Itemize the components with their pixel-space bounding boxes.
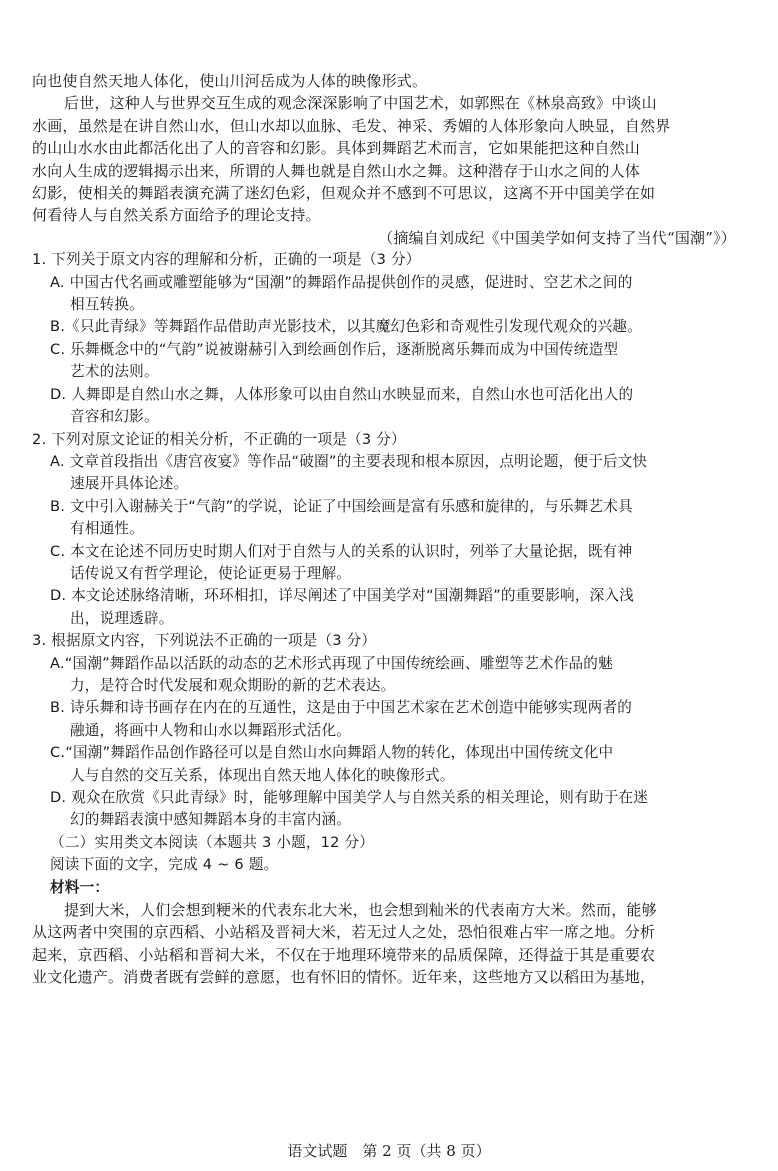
question-2-option-c: C. 本文在论述不同历史时期人们对于自然与人的关系的认识时，列举了大量论据，既有神 (50, 542, 633, 560)
question-2-option-d: D. 本文论述脉络清晰，环环相扣，详尽阐述了中国美学对“国潮舞蹈”的重要影响，深入浅 (50, 587, 635, 605)
question-3-option-b-cont: 融通，将画中人物和山水以舞蹈形式活化。 (70, 721, 352, 739)
question-2-option-b-cont: 有相通性。 (70, 520, 144, 538)
question-3-stem: 3. 根据原文内容，下列说法不正确的一项是（3 分） (32, 632, 377, 650)
question-1-option-a: A. 中国古代名画或雕塑能够为“国潮”的舞蹈作品提供创作的灵感，促进时、空艺术之间的 (50, 273, 633, 291)
question-2-option-a-cont: 速展开具体论述。 (70, 475, 189, 493)
question-1-option-d-cont: 音容和幻影。 (70, 408, 159, 426)
question-3-option-a-cont: 力，是符合时代发展和观众期盼的新的艺术表达。 (70, 676, 396, 694)
question-2-option-d-cont: 出，说理透辟。 (70, 609, 174, 627)
question-3-option-d: D. 观众在欣赏《只此青绿》时，能够理解中国美学人与自然关系的相关理论，则有助于在迷 (50, 789, 649, 806)
passage-line: 的山山水水由此都活化出了人的音容和幻影。具体到舞蹈艺术而言，它如果能把这种自然山 (32, 139, 641, 158)
question-1-option-c: C. 乐舞概念中的“气韵”说被谢赫引入到绘画创作后，逐渐脱离乐舞而成为中国传统造型 (50, 340, 619, 358)
question-3-option-c-cont: 人与自然的交互关系，体现出自然天地人体化的映像形式。 (70, 766, 455, 784)
material-line: 提到大米，人们会想到粳米的代表东北大米，也会想到籼米的代表南方大米。然而，能够 (64, 901, 657, 920)
passage-line: 何看待人与自然关系方面给予的理论支持。 (32, 206, 321, 225)
question-3-option-c: C.“国潮”舞蹈作品创作路径可以是自然山水向舞蹈人物的转化，体现出中国传统文化中 (50, 744, 614, 762)
section-heading: （二）实用类文本阅读（本题共 3 小题，12 分） (50, 833, 375, 851)
material-line: 起来，京西稻、小站稻和晋祠大米，不仅在于地理环境带来的品质保障，还得益于其是重要农 (32, 945, 656, 964)
question-3-option-b: B. 诗乐舞和诗书画存在内在的互通性，这是由于中国艺术家在艺术创造中能够实现两者的 (50, 699, 633, 717)
question-1-option-c-cont: 艺术的法则。 (70, 363, 159, 381)
question-2-option-c-cont: 话传说又有哲学理论，使论证更易于理解。 (70, 564, 352, 582)
material-line: 业文化遗产。消费者既有尝鲜的意愿，也有怀旧的情怀。近年来，这些地方又以稻田为基地， (32, 968, 656, 987)
passage-line: 水画，虽然是在讲自然山水，但山水却以血脉、毛发、神采、秀媚的人体形象向人映显，自然界 (32, 116, 671, 135)
passage-source: （摘编自刘成纪《中国美学如何支持了当代“国潮”》） (378, 228, 736, 247)
question-3-option-d-cont: 幻的舞蹈表演中感知舞蹈本身的丰富内涵。 (70, 811, 352, 829)
passage-line: 水向人生成的逻辑揭示出来，所谓的人舞也就是自然山水之舞。这种潜存于山水之间的人体 (32, 161, 641, 180)
question-2-option-a: A. 文章首段指出《唐宫夜宴》等作品“破圈”的主要表现和根本原因，点明论题，便于后文快 (50, 452, 648, 470)
question-2-stem: 2. 下列对原文论证的相关分析，不正确的一项是（3 分） (32, 430, 406, 448)
question-1-stem: 1. 下列关于原文内容的理解和分析，正确的一项是（3 分） (32, 251, 421, 269)
question-1-option-d: D. 人舞即是自然山水之舞，人体形象可以由自然山水映显而来，自然山水也可活化出人的 (50, 385, 634, 403)
question-1-option-a-cont: 相互转换。 (70, 296, 144, 314)
material-line: 从这两者中突围的京西稻、小站稻及晋祠大米，若无过人之处，恐怕很难占牢一席之地。分析 (32, 923, 656, 942)
section-instruction: 阅读下面的文字，完成 4 ~ 6 题。 (50, 856, 279, 874)
passage-line: 向也使自然天地人体化，使山川河岳成为人体的映像形式。 (32, 72, 428, 90)
passage-line: 后世，这种人与世界交互生成的观念深深影响了中国艺术，如郭熙在《林泉高致》中谈山 (64, 94, 657, 113)
question-2-option-b: B. 文中引入谢赫关于“气韵”的学说，论证了中国绘画是富有乐感和旋律的，与乐舞艺术具 (50, 497, 633, 515)
material-label: 材料一： (50, 878, 110, 896)
passage-line: 幻影，使相关的舞蹈表演充满了迷幻色彩，但观众并不感到不可思议，这离不开中国美学在如 (32, 184, 656, 203)
page-footer: 语文试题 第 2 页（共 8 页） (287, 1142, 491, 1160)
question-3-option-a: A.“国潮”舞蹈作品以活跃的动态的艺术形式再现了中国传统绘画、雕塑等艺术作品的魅 (50, 654, 613, 672)
question-1-option-b: B.《只此青绿》等舞蹈作品借助声光影技术，以其魔幻色彩和奇观性引发现代观众的兴趣。 (50, 318, 643, 336)
